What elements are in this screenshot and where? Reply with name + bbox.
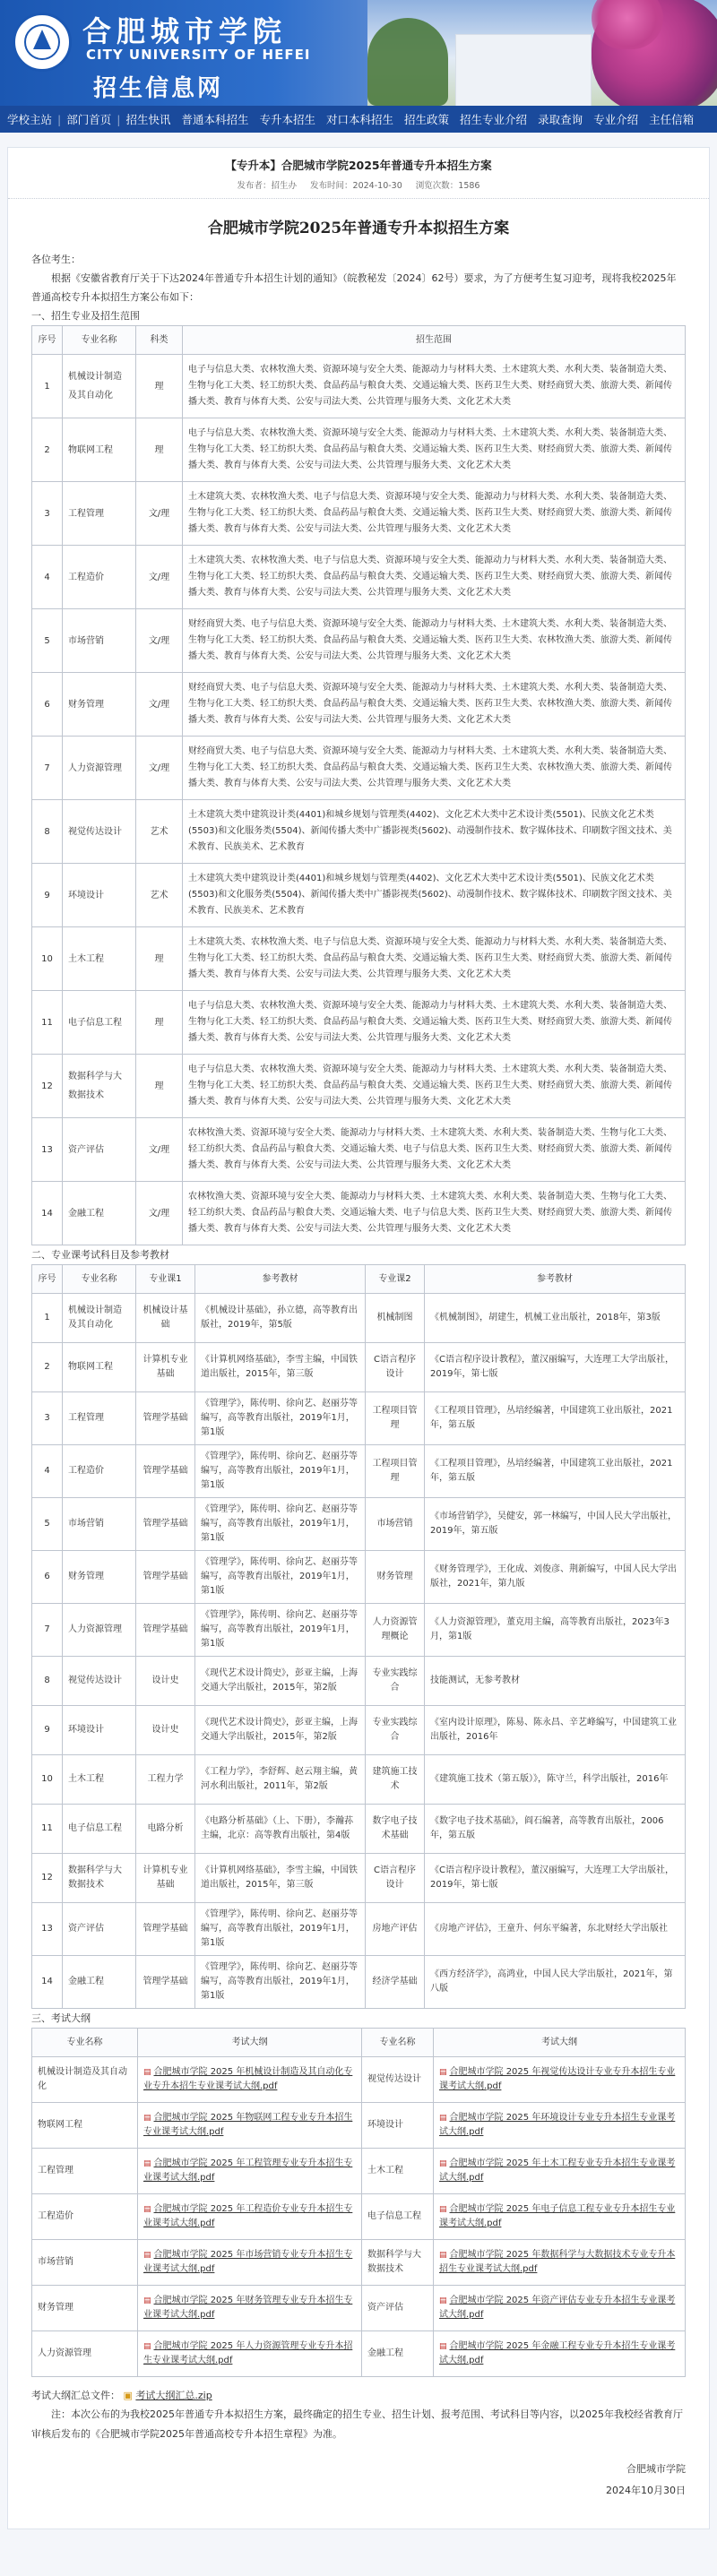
syllabus-download-link[interactable]: 合肥城市学院 2025 年市场营销专业专升本招生专业课考试大纲.pdf	[143, 2250, 353, 2274]
footnote: 注：本次公布的为我校2025年普通专升本拟招生方案，最终确定的招生专业、招生计划、报考范围、考试科目等内容，以2025年我校经省教育厅审核后发布的《合肥城市学院2025年普通高校专升本招生章程》为准。	[31, 2408, 683, 2440]
course-1: 计算机专业基础	[136, 1343, 195, 1392]
major-name: 机械设计制造及其自动化	[63, 355, 136, 418]
textbook-2: 《机械制图》，胡建生，机械工业出版社，2018年，第3版	[425, 1294, 686, 1343]
syllabus-download-link[interactable]: 合肥城市学院 2025 年财务管理专业专升本招生专业课考试大纲.pdf	[143, 2296, 353, 2320]
course-2: 建筑施工技术	[366, 1755, 425, 1805]
row-number: 6	[32, 1551, 63, 1604]
table-row	[32, 1854, 686, 1903]
syllabus-cell	[434, 2149, 686, 2194]
pdf-file-icon: ▤	[143, 2251, 151, 2260]
summary-download-link[interactable]: 考试大纲汇总.zip	[135, 2390, 212, 2401]
enrollment-scope: 财经商贸大类、电子与信息大类、资源环境与安全大类、能源动力与材料大类、土木建筑大类、水利大类、装备制造大类、生物与化工大类、轻工纺织大类、食品药品与粮食大类、交通运输大类、医药卫生大类、农林牧渔大类、旅游大类、新闻传播大类、教育与体育大类、公安与司法大类、公共管理与服务大类、文化艺术大类	[183, 673, 686, 737]
col-header: 序号	[32, 326, 63, 355]
syllabus-cell	[138, 2194, 362, 2240]
major-name: 人力资源管理	[32, 2331, 138, 2377]
row-number: 4	[32, 546, 63, 609]
table-row	[32, 2331, 686, 2377]
major-name: 财务管理	[32, 2286, 138, 2331]
subject-category: 理	[136, 991, 183, 1055]
course-2: 财务管理	[366, 1551, 425, 1604]
major-name: 视觉传达设计	[63, 800, 136, 864]
textbook-1: 《管理学》，陈传明、徐向艺、赵丽芬等编写，高等教育出版社，2019年1月，第1版	[195, 1903, 366, 1956]
major-name: 电子信息工程	[63, 991, 136, 1055]
textbook-2: 《室内设计原理》，陈易、陈永昌、辛艺峰编写，中国建筑工业出版社，2016年	[425, 1706, 686, 1755]
textbook-2: 《C语言程序设计教程》，董汉丽编写，大连理工大学出版社，2019年，第七版	[425, 1343, 686, 1392]
course-1: 管理学基础	[136, 1903, 195, 1956]
syllabus-download-link[interactable]: 合肥城市学院 2025 年机械设计制造及其自动化专业专升本招生专业课考试大纲.pdf	[143, 2067, 353, 2091]
col-header: 招生范围	[183, 326, 686, 355]
enrollment-scope-rows	[32, 355, 686, 1245]
course-1: 管理学基础	[136, 1956, 195, 2009]
syllabus-cell	[138, 2149, 362, 2194]
textbook-1: 《管理学》，陈传明、徐向艺、赵丽芬等编写，高等教育出版社，2019年1月，第1版	[195, 1956, 366, 2009]
pdf-file-icon: ▤	[143, 2068, 151, 2077]
table-row	[32, 1755, 686, 1805]
major-name: 工程管理	[32, 2149, 138, 2194]
subject-category: 文/理	[136, 673, 183, 737]
enrollment-scope: 电子与信息大类、农林牧渔大类、资源环境与安全大类、能源动力与材料大类、土木建筑大类、水利大类、装备制造大类、生物与化工大类、轻工纺织大类、食品药品与粮食大类、交通运输大类、医药卫生大类、财经商贸大类、旅游大类、新闻传播大类、教育与体育大类、公安与司法大类、公共管理与服务大类、文化艺术大类	[183, 991, 686, 1055]
table-row	[32, 355, 686, 418]
pdf-file-icon: ▤	[439, 2114, 447, 2123]
course-2: 房地产评估	[366, 1903, 425, 1956]
table-row	[32, 1343, 686, 1392]
enrollment-scope: 农林牧渔大类、资源环境与安全大类、能源动力与材料大类、土木建筑大类、水利大类、装备制造大类、生物与化工大类、轻工纺织大类、食品药品与粮食大类、交通运输大类、电子与信息大类、医药卫生大类、财经商贸大类、旅游大类、新闻传播大类、教育与体育大类、公安与司法大类、公共管理与服务大类、文化艺术大类	[183, 1118, 686, 1182]
course-2: 人力资源管理概论	[366, 1604, 425, 1657]
major-name: 电子信息工程	[63, 1805, 136, 1854]
pdf-file-icon: ▤	[439, 2251, 447, 2260]
table-header-row	[32, 1265, 686, 1294]
summary-line	[31, 2386, 686, 2405]
textbook-2: 《财务管理学》，王化成、刘俊彦、荆新编写，中国人民大学出版社，2021年，第九版	[425, 1551, 686, 1604]
course-1: 管理学基础	[136, 1392, 195, 1445]
course-1: 计算机专业基础	[136, 1854, 195, 1903]
enrollment-scope: 电子与信息大类、农林牧渔大类、资源环境与安全大类、能源动力与材料大类、土木建筑大类、水利大类、装备制造大类、生物与化工大类、轻工纺织大类、食品药品与粮食大类、交通运输大类、医药卫生大类、财经商贸大类、旅游大类、新闻传播大类、教育与体育大类、公安与司法大类、公共管理与服务大类、文化艺术大类	[183, 418, 686, 482]
syllabus-download-link[interactable]: 合肥城市学院 2025 年金融工程专业专升本招生专业课考试大纲.pdf	[439, 2341, 676, 2365]
subject-category: 文/理	[136, 737, 183, 800]
subject-category: 理	[136, 355, 183, 418]
row-number: 4	[32, 1445, 63, 1498]
header-building-decoration	[455, 34, 592, 106]
course-2: 工程项目管理	[366, 1392, 425, 1445]
course-2: 市场营销	[366, 1498, 425, 1551]
nav-item-main-site[interactable]: 学校主站	[7, 113, 53, 126]
syllabus-cell	[138, 2057, 362, 2103]
row-number: 1	[32, 1294, 63, 1343]
subject-category: 理	[136, 1055, 183, 1118]
syllabus-download-link[interactable]: 合肥城市学院 2025 年人力资源管理专业专升本招生专业课考试大纲.pdf	[143, 2341, 353, 2365]
table-row	[32, 1118, 686, 1182]
syllabus-cell	[434, 2194, 686, 2240]
row-number: 9	[32, 1706, 63, 1755]
course-1: 工程力学	[136, 1755, 195, 1805]
nav-item-dept-home[interactable]: 部门首页	[66, 113, 112, 126]
nav-item-majors[interactable]: 招生专业介绍	[460, 113, 528, 126]
page-title: 合肥城市学院2025年普通专升本拟招生方案	[207, 220, 510, 237]
textbook-2: 《数字电子技术基础》，阎石编著，高等教育出版社，2006年，第五版	[425, 1805, 686, 1854]
pdf-file-icon: ▤	[439, 2342, 447, 2351]
enrollment-scope: 农林牧渔大类、资源环境与安全大类、能源动力与材料大类、土木建筑大类、水利大类、装备制造大类、生物与化工大类、轻工纺织大类、食品药品与粮食大类、交通运输大类、电子与信息大类、医药卫生大类、财经商贸大类、旅游大类、新闻传播大类、教育与体育大类、公安与司法大类、公共管理与服务大类、文化艺术大类	[183, 1182, 686, 1245]
row-number: 2	[32, 418, 63, 482]
row-number: 10	[32, 1755, 63, 1805]
syllabus-cell	[434, 2331, 686, 2377]
major-name: 人力资源管理	[63, 1604, 136, 1657]
pdf-file-icon: ▤	[439, 2296, 447, 2305]
enrollment-scope: 土木建筑大类、农林牧渔大类、电子与信息大类、资源环境与安全大类、能源动力与材料大类、水利大类、装备制造大类、生物与化工大类、轻工纺织大类、食品药品与粮食大类、交通运输大类、医药卫生大类、财经商贸大类、旅游大类、新闻传播大类、教育与体育大类、公安与司法大类、公共管理与服务大类、文化艺术大类	[183, 927, 686, 991]
article-header-title: 【专升本】合肥城市学院2025年普通专升本招生方案	[225, 159, 492, 172]
textbook-1: 《机械设计基础》，孙立德，高等教育出版社，2019年，第5版	[195, 1294, 366, 1343]
syllabus-cell	[434, 2103, 686, 2149]
col-header: 专业名称	[63, 1265, 136, 1294]
subject-category: 艺术	[136, 800, 183, 864]
table-row	[32, 609, 686, 673]
table-row	[32, 1055, 686, 1118]
pdf-file-icon: ▤	[143, 2114, 151, 2123]
textbook-1: 《计算机网络基础》，李雪主编，中国铁道出版社，2015年，第三版	[195, 1343, 366, 1392]
major-name: 物联网工程	[63, 418, 136, 482]
col-header: 专业课1	[136, 1265, 195, 1294]
site-name-english: CITY UNIVERSITY OF HEFEI	[86, 47, 311, 63]
article-panel	[7, 147, 710, 2529]
major-name: 土木工程	[63, 1755, 136, 1805]
nav-item-major-intro[interactable]: 专业介绍	[593, 113, 639, 126]
major-name: 土木工程	[63, 927, 136, 991]
article-body	[8, 250, 709, 2502]
enrollment-scope: 土木建筑大类、农林牧渔大类、电子与信息大类、资源环境与安全大类、能源动力与材料大类、水利大类、装备制造大类、生物与化工大类、轻工纺织大类、食品药品与粮食大类、交通运输大类、医药卫生大类、财经商贸大类、旅游大类、新闻传播大类、教育与体育大类、公安与司法大类、公共管理与服务大类、文化艺术大类	[183, 482, 686, 546]
textbook-1: 《计算机网络基础》，李雪主编，中国铁道出版社，2015年，第三版	[195, 1854, 366, 1903]
row-number: 3	[32, 482, 63, 546]
exam-syllabus-table	[31, 2028, 686, 2377]
table-row	[32, 1706, 686, 1755]
section-3-heading: 三、考试大纲	[31, 2012, 91, 2024]
table-row	[32, 864, 686, 927]
row-number: 7	[32, 1604, 63, 1657]
pdf-file-icon: ▤	[143, 2159, 151, 2168]
table-row	[32, 418, 686, 482]
syllabus-download-link[interactable]: 合肥城市学院 2025 年电子信息工程专业专升本招生专业课考试大纲.pdf	[439, 2204, 676, 2228]
row-number: 13	[32, 1118, 63, 1182]
table-row	[32, 1445, 686, 1498]
major-name: 市场营销	[63, 1498, 136, 1551]
textbook-1: 《现代艺术设计简史》，彭亚主编，上海交通大学出版社，2015年，第2版	[195, 1706, 366, 1755]
table-row	[32, 800, 686, 864]
col-header: 参考教材	[425, 1265, 686, 1294]
enrollment-scope: 财经商贸大类、电子与信息大类、资源环境与安全大类、能源动力与材料大类、土木建筑大类、水利大类、装备制造大类、生物与化工大类、轻工纺织大类、食品药品与粮食大类、交通运输大类、医药卫生大类、农林牧渔大类、旅游大类、新闻传播大类、教育与体育大类、公安与司法大类、公共管理与服务大类、文化艺术大类	[183, 609, 686, 673]
syllabus-download-link[interactable]: 合肥城市学院 2025 年数据科学与大数据技术专业专升本招生专业课考试大纲.pdf	[439, 2250, 676, 2274]
header-tree-decoration	[367, 18, 448, 106]
row-number: 3	[32, 1392, 63, 1445]
nav-divider: |	[57, 112, 62, 126]
course-2: 数字电子技术基础	[366, 1805, 425, 1854]
site-name: 合肥城市学院	[82, 14, 288, 48]
table-row	[32, 1657, 686, 1706]
course-2: 专业实践综合	[366, 1657, 425, 1706]
table-row	[32, 737, 686, 800]
major-name: 资产评估	[362, 2286, 434, 2331]
syllabus-cell	[138, 2240, 362, 2286]
syllabus-cell	[138, 2331, 362, 2377]
table-row	[32, 1498, 686, 1551]
meta-publisher: 发布者：招生办	[237, 181, 298, 191]
row-number: 5	[32, 1498, 63, 1551]
textbook-1: 《管理学》，陈传明、徐向艺、赵丽芬等编写，高等教育出版社，2019年1月，第1版	[195, 1604, 366, 1657]
pdf-file-icon: ▤	[439, 2205, 447, 2214]
textbook-1: 《管理学》，陈传明、徐向艺、赵丽芬等编写，高等教育出版社，2019年1月，第1版	[195, 1551, 366, 1604]
signature-org: 合肥城市学院	[626, 2463, 686, 2475]
subject-category: 文/理	[136, 609, 183, 673]
col-header: 专业课2	[366, 1265, 425, 1294]
syllabus-cell	[138, 2286, 362, 2331]
major-name: 金融工程	[362, 2331, 434, 2377]
textbook-2: 《工程项目管理》，丛培经编著，中国建筑工业出版社，2021年，第五版	[425, 1392, 686, 1445]
major-name: 金融工程	[63, 1956, 136, 2009]
col-header: 科类	[136, 326, 183, 355]
syllabus-cell	[138, 2103, 362, 2149]
textbook-1: 《电路分析基础》（上、下册），李瀚荪主编，北京：高等教育出版社，第4版	[195, 1805, 366, 1854]
row-number: 12	[32, 1055, 63, 1118]
major-name: 资产评估	[63, 1903, 136, 1956]
major-name: 环境设计	[63, 1706, 136, 1755]
major-name: 环境设计	[63, 864, 136, 927]
table-row	[32, 482, 686, 546]
major-name: 工程管理	[63, 482, 136, 546]
textbook-1: 《管理学》，陈传明、徐向艺、赵丽芬等编写，高等教育出版社，2019年1月，第1版	[195, 1498, 366, 1551]
nav-divider: |	[117, 112, 121, 126]
major-name: 物联网工程	[32, 2103, 138, 2149]
university-logo[interactable]	[13, 13, 72, 72]
major-name: 工程管理	[63, 1392, 136, 1445]
row-number: 11	[32, 1805, 63, 1854]
table-row	[32, 2103, 686, 2149]
syllabus-cell	[434, 2286, 686, 2331]
major-name: 市场营销	[63, 609, 136, 673]
syllabus-download-link[interactable]: 合肥城市学院 2025 年工程造价专业专升本招生专业课考试大纲.pdf	[143, 2204, 353, 2228]
major-name: 工程造价	[63, 546, 136, 609]
intro-paragraph: 根据《安徽省教育厅关于下达2024年普通专升本招生计划的通知》（皖教秘发〔2024〕62号）要求，为了方便考生复习迎考，现将我校2025年普通高校专升本拟招生方案公布如下：	[31, 272, 677, 303]
table-row	[32, 1805, 686, 1854]
table-row	[32, 1182, 686, 1245]
enrollment-scope: 电子与信息大类、农林牧渔大类、资源环境与安全大类、能源动力与材料大类、土木建筑大类、水利大类、装备制造大类、生物与化工大类、轻工纺织大类、食品药品与粮食大类、交通运输大类、医药卫生大类、财经商贸大类、旅游大类、新闻传播大类、教育与体育大类、公安与司法大类、公共管理与服务大类、文化艺术大类	[183, 355, 686, 418]
table-row	[32, 1604, 686, 1657]
signature-date: 2024年10月30日	[606, 2485, 686, 2496]
nav-item-policy[interactable]: 招生政策	[404, 113, 450, 126]
table-row	[32, 2286, 686, 2331]
row-number: 1	[32, 355, 63, 418]
row-number: 5	[32, 609, 63, 673]
row-number: 2	[32, 1343, 63, 1392]
syllabus-download-link[interactable]: 合肥城市学院 2025 年工程管理专业专升本招生专业课考试大纲.pdf	[143, 2158, 353, 2183]
zip-file-icon: ▣	[123, 2390, 133, 2401]
table-row	[32, 546, 686, 609]
signature-block	[31, 2459, 686, 2502]
exam-subjects-table	[31, 1264, 686, 2009]
course-1: 设计史	[136, 1657, 195, 1706]
textbook-2: 《房地产评估》，王童升、何东平编著，东北财经大学出版社	[425, 1903, 686, 1956]
course-2: 经济学基础	[366, 1956, 425, 2009]
table-row	[32, 927, 686, 991]
table-row	[32, 2057, 686, 2103]
enrollment-scope: 土木建筑大类中建筑设计类(4401)和城乡规划与管理类(4402)、文化艺术大类中艺术设计类(5501)、民族文化艺术类(5503)和文化服务类(5504)、新闻传播大类中广播影视类(5602)、动漫制作技术、数字媒体技术、印刷数字图文技术、美术教育、民族美术、艺术教育	[183, 864, 686, 927]
row-number: 14	[32, 1182, 63, 1245]
major-name: 环境设计	[362, 2103, 434, 2149]
pdf-file-icon: ▤	[143, 2342, 151, 2351]
col-header: 考试大纲	[434, 2029, 686, 2057]
site-header	[0, 0, 717, 106]
section-2-heading: 二、专业课考试科目及参考教材	[31, 1249, 169, 1261]
greeting: 各位考生：	[31, 254, 81, 265]
course-2: 工程项目管理	[366, 1445, 425, 1498]
syllabus-download-link[interactable]: 合肥城市学院 2025 年物联网工程专业专升本招生专业课考试大纲.pdf	[143, 2113, 353, 2137]
row-number: 14	[32, 1956, 63, 2009]
exam-subjects-rows	[32, 1294, 686, 2009]
meta-view-count: 浏览次数：1586	[415, 181, 480, 191]
course-1: 管理学基础	[136, 1604, 195, 1657]
pdf-file-icon: ▤	[439, 2159, 447, 2168]
table-row	[32, 1551, 686, 1604]
course-2: 专业实践综合	[366, 1706, 425, 1755]
major-name: 资产评估	[63, 1118, 136, 1182]
major-name: 市场营销	[32, 2240, 138, 2286]
row-number: 12	[32, 1854, 63, 1903]
row-number: 8	[32, 800, 63, 864]
major-name: 视觉传达设计	[63, 1657, 136, 1706]
syllabus-download-link[interactable]: 合肥城市学院 2025 年视觉传达设计专业专升本招生专业课考试大纲.pdf	[439, 2067, 676, 2091]
pdf-file-icon: ▤	[143, 2205, 151, 2214]
nav-item-results[interactable]: 录取查询	[538, 113, 583, 126]
major-name: 数据科学与大数据技术	[63, 1854, 136, 1903]
textbook-2: 技能测试，无参考教材	[425, 1657, 686, 1706]
col-header: 专业名称	[32, 2029, 138, 2057]
col-header: 序号	[32, 1265, 63, 1294]
major-name: 人力资源管理	[63, 737, 136, 800]
subject-category: 艺术	[136, 864, 183, 927]
major-name: 金融工程	[63, 1182, 136, 1245]
meta-publish-time: 发布时间：2024-10-30	[310, 181, 402, 191]
textbook-2: 《市场营销学》，吴健安，郭一林编写，中国人民大学出版社，2019年，第五版	[425, 1498, 686, 1551]
main-nav	[0, 106, 717, 133]
site-subtitle: 招生信息网	[93, 75, 224, 102]
table-row	[32, 991, 686, 1055]
table-row	[32, 2149, 686, 2194]
textbook-1: 《工程力学》，李舒辉、赵云翔主编，黄河水利出版社，2011年，第2版	[195, 1755, 366, 1805]
table-row	[32, 1956, 686, 2009]
article-meta	[8, 178, 709, 199]
nav-item-mailbox[interactable]: 主任信箱	[649, 113, 695, 126]
nav-item-news[interactable]: 招生快讯	[125, 113, 171, 126]
subject-category: 文/理	[136, 546, 183, 609]
course-1: 设计史	[136, 1706, 195, 1755]
table-row	[32, 2194, 686, 2240]
course-1: 电路分析	[136, 1805, 195, 1854]
major-name: 数据科学与大数据技术	[362, 2240, 434, 2286]
major-name: 财务管理	[63, 673, 136, 737]
row-number: 8	[32, 1657, 63, 1706]
syllabus-download-link[interactable]: 合肥城市学院 2025 年土木工程专业专升本招生专业课考试大纲.pdf	[439, 2158, 676, 2183]
major-name: 财务管理	[63, 1551, 136, 1604]
syllabus-download-link[interactable]: 合肥城市学院 2025 年环境设计专业专升本招生专业课考试大纲.pdf	[439, 2113, 676, 2137]
table-row	[32, 1294, 686, 1343]
textbook-1: 《管理学》，陈传明、徐向艺、赵丽芬等编写，高等教育出版社，2019年1月，第1版	[195, 1392, 366, 1445]
subject-category: 文/理	[136, 1118, 183, 1182]
major-name: 数据科学与大数据技术	[63, 1055, 136, 1118]
course-1: 管理学基础	[136, 1498, 195, 1551]
subject-category: 理	[136, 927, 183, 991]
exam-syllabus-rows	[32, 2057, 686, 2377]
col-header: 考试大纲	[138, 2029, 362, 2057]
course-2: 机械制图	[366, 1294, 425, 1343]
col-header: 参考教材	[195, 1265, 366, 1294]
textbook-2: 《C语言程序设计教程》，董汉丽编写，大连理工大学出版社，2019年，第七版	[425, 1854, 686, 1903]
enrollment-scope: 土木建筑大类中建筑设计类(4401)和城乡规划与管理类(4402)、文化艺术大类中艺术设计类(5501)、民族文化艺术类(5503)和文化服务类(5504)、新闻传播大类中广播影视类(5602)、动漫制作技术、数字媒体技术、印刷数字图文技术、美术教育、民族美术、艺术教育	[183, 800, 686, 864]
table-row	[32, 2240, 686, 2286]
syllabus-cell	[434, 2240, 686, 2286]
nav-item-undergrad[interactable]: 普通本科招生	[181, 113, 249, 126]
section-1-heading: 一、招生专业及招生范围	[31, 310, 140, 322]
col-header: 专业名称	[63, 326, 136, 355]
textbook-2: 《人力资源管理》，董克用主编，高等教育出版社，2023年3月，第1版	[425, 1604, 686, 1657]
textbook-2: 《建筑施工技术（第五版）》，陈守兰，科学出版社，2016年	[425, 1755, 686, 1805]
row-number: 10	[32, 927, 63, 991]
subject-category: 文/理	[136, 1182, 183, 1245]
enrollment-scope: 财经商贸大类、电子与信息大类、资源环境与安全大类、能源动力与材料大类、土木建筑大类、水利大类、装备制造大类、生物与化工大类、轻工纺织大类、食品药品与粮食大类、交通运输大类、医药卫生大类、农林牧渔大类、旅游大类、新闻传播大类、教育与体育大类、公安与司法大类、公共管理与服务大类、文化艺术大类	[183, 737, 686, 800]
major-name: 物联网工程	[63, 1343, 136, 1392]
syllabus-download-link[interactable]: 合肥城市学院 2025 年资产评估专业专升本招生专业课考试大纲.pdf	[439, 2296, 676, 2320]
major-name: 机械设计制造及其自动化	[32, 2057, 138, 2103]
textbook-1: 《管理学》，陈传明、徐向艺、赵丽芬等编写，高等教育出版社，2019年1月，第1版	[195, 1445, 366, 1498]
row-number: 11	[32, 991, 63, 1055]
nav-item-vocational[interactable]: 对口本科招生	[326, 113, 394, 126]
subject-category: 文/理	[136, 482, 183, 546]
row-number: 13	[32, 1903, 63, 1956]
subject-category: 理	[136, 418, 183, 482]
pdf-file-icon: ▤	[439, 2068, 447, 2077]
col-header: 专业名称	[362, 2029, 434, 2057]
table-header-row	[32, 326, 686, 355]
enrollment-scope-table	[31, 325, 686, 1245]
pdf-file-icon: ▤	[143, 2296, 151, 2305]
textbook-2: 《西方经济学》，高鸿业，中国人民大学出版社，2021年，第八版	[425, 1956, 686, 2009]
textbook-2: 《工程项目管理》，丛培经编著，中国建筑工业出版社，2021年，第五版	[425, 1445, 686, 1498]
enrollment-scope: 电子与信息大类、农林牧渔大类、资源环境与安全大类、能源动力与材料大类、土木建筑大类、水利大类、装备制造大类、生物与化工大类、轻工纺织大类、食品药品与粮食大类、交通运输大类、医药卫生大类、财经商贸大类、旅游大类、新闻传播大类、教育与体育大类、公安与司法大类、公共管理与服务大类、文化艺术大类	[183, 1055, 686, 1118]
row-number: 7	[32, 737, 63, 800]
major-name: 机械设计制造及其自动化	[63, 1294, 136, 1343]
major-name: 视觉传达设计	[362, 2057, 434, 2103]
major-name: 工程造价	[63, 1445, 136, 1498]
major-name: 工程造价	[32, 2194, 138, 2240]
course-2: C语言程序设计	[366, 1343, 425, 1392]
table-row	[32, 1392, 686, 1445]
course-1: 机械设计基础	[136, 1294, 195, 1343]
summary-label: 考试大纲汇总文件：	[31, 2390, 120, 2401]
table-header-row	[32, 2029, 686, 2057]
row-number: 6	[32, 673, 63, 737]
enrollment-scope: 土木建筑大类、农林牧渔大类、电子与信息大类、资源环境与安全大类、能源动力与材料大类、水利大类、装备制造大类、生物与化工大类、轻工纺织大类、食品药品与粮食大类、交通运输大类、医药卫生大类、财经商贸大类、旅游大类、新闻传播大类、教育与体育大类、公安与司法大类、公共管理与服务大类、文化艺术大类	[183, 546, 686, 609]
textbook-1: 《现代艺术设计简史》，彭亚主编，上海交通大学出版社，2015年，第2版	[195, 1657, 366, 1706]
course-1: 管理学基础	[136, 1445, 195, 1498]
table-row	[32, 1903, 686, 1956]
syllabus-cell	[434, 2057, 686, 2103]
major-name: 电子信息工程	[362, 2194, 434, 2240]
course-1: 管理学基础	[136, 1551, 195, 1604]
row-number: 9	[32, 864, 63, 927]
table-row	[32, 673, 686, 737]
nav-item-upgrade[interactable]: 专升本招生	[259, 113, 316, 126]
major-name: 土木工程	[362, 2149, 434, 2194]
course-2: C语言程序设计	[366, 1854, 425, 1903]
